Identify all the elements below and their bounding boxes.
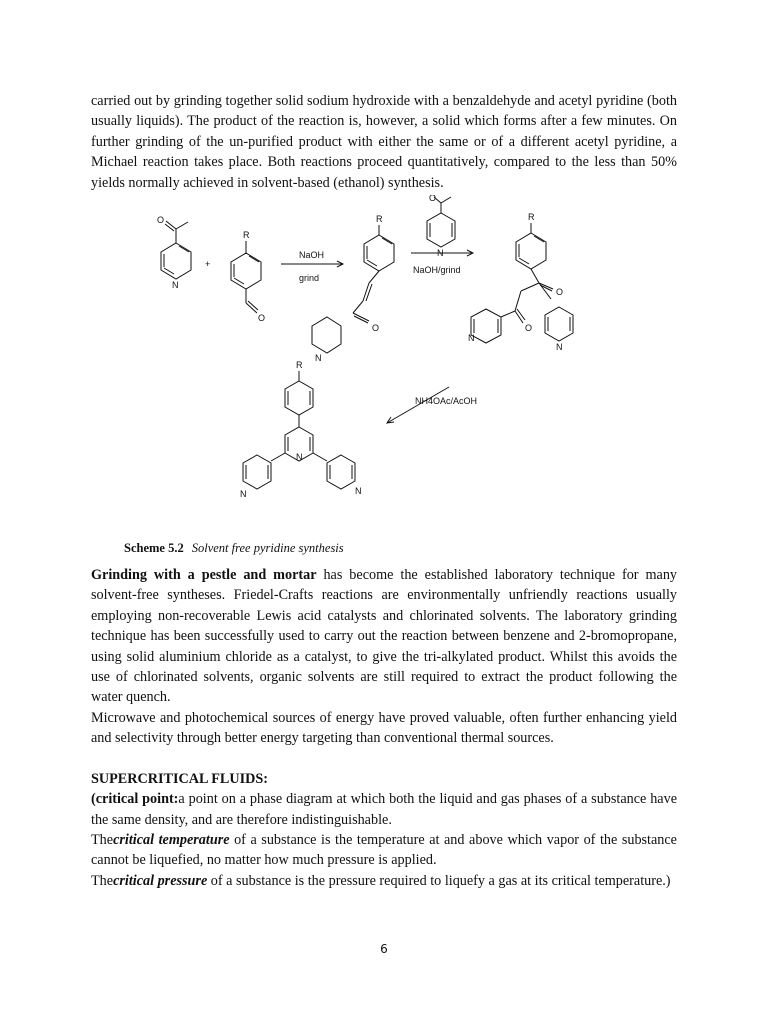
paragraph-grinding bbox=[91, 565, 677, 708]
atom-label-r: R bbox=[528, 212, 535, 223]
paragraph-critical-pressure bbox=[91, 871, 677, 891]
section-heading: SUPERCRITICAL FLUIDS: bbox=[91, 770, 268, 787]
atom-label-oxygen: O bbox=[372, 323, 380, 334]
atom-label-r: R bbox=[296, 360, 303, 371]
atom-label-nitrogen: N bbox=[355, 486, 362, 497]
pyridine-ring bbox=[471, 309, 501, 343]
pyridine-ring bbox=[327, 455, 355, 489]
atom-label-oxygen: O bbox=[157, 215, 165, 226]
atom-label-nitrogen: N bbox=[240, 489, 247, 500]
paragraph-intro: carried out by grinding together solid sodium hydroxide with a benzaldehyde and acetyl pyridine (both usually liquids). The product of the reaction is, however, a solid which forms after a few minutes. On further grinding of the un-purified product with either the same or of a different acetyl pyridine, a Michael reaction takes place. Both reactions proceed quantitatively, compared to the less than 50% yields normally achieved in solvent-based (ethanol) synthesis. bbox=[91, 93, 677, 191]
critical-pressure-pre: The bbox=[91, 872, 114, 889]
page-number: 6 bbox=[380, 942, 388, 956]
paragraph-critical-point bbox=[91, 789, 677, 830]
reagent-label: NaOH bbox=[299, 250, 325, 261]
atom-label-oxygen: O bbox=[525, 323, 533, 334]
reagent-label: NaOH/grind bbox=[413, 265, 461, 276]
page-content bbox=[91, 91, 677, 891]
benzene-ring bbox=[516, 233, 546, 269]
scheme-caption bbox=[124, 541, 344, 556]
atom-label-nitrogen: N bbox=[437, 248, 444, 259]
pyridine-ring bbox=[161, 243, 191, 279]
pyridine-ring bbox=[312, 317, 341, 353]
reaction-scheme-diagram bbox=[91, 195, 677, 540]
reagent-label: NH4OAc/AcOH bbox=[415, 396, 478, 407]
plus-sign: + bbox=[205, 259, 211, 270]
critical-temperature-pre: The bbox=[91, 831, 114, 848]
atom-label-oxygen: O bbox=[429, 195, 437, 204]
reagent-label: grind bbox=[299, 273, 320, 284]
scheme-figure bbox=[91, 195, 677, 565]
pyridine-ring bbox=[545, 307, 573, 341]
atom-label-oxygen: O bbox=[258, 313, 266, 324]
atom-label-nitrogen: N bbox=[296, 452, 303, 463]
atom-label-nitrogen: N bbox=[556, 342, 563, 353]
atom-label-nitrogen: N bbox=[315, 353, 322, 364]
atom-label-r: R bbox=[243, 230, 250, 241]
pyridine-ring bbox=[427, 213, 455, 247]
critical-pressure-text: of a substance is the pressure required to liquefy a gas at its critical temperature.) bbox=[207, 872, 671, 889]
paragraph-critical-temperature bbox=[91, 830, 677, 871]
atom-label-oxygen: O bbox=[556, 287, 564, 298]
caption-label: Scheme 5.2 bbox=[124, 541, 184, 556]
caption-text: Solvent free pyridine synthesis bbox=[191, 541, 344, 556]
critical-temperature-term: critical temperature bbox=[113, 831, 230, 848]
critical-point-text: a point on a phase diagram at which both the liquid and gas phases of a substance have the same density, and are therefore indistinguishable. bbox=[91, 791, 677, 828]
benzene-ring bbox=[364, 235, 394, 271]
critical-pressure-term: critical pressure bbox=[113, 872, 208, 889]
grinding-text: has become the established laboratory technique for many solvent-free syntheses. Friedel-Crafts reactions are environmentally unfriendly reactions usually employing non-recoverable Lewis acid catalysts and chlorinated solvents. The laboratory grinding technique has been successfully used to carry out the reaction between benzene and 2-bromopropane, using solid aluminium chloride as a catalyst, to give the tri-alkylated product. Whilst this avoids the use of chlorinated solvents, organic solvents are still required to extract the product following the water quench. bbox=[91, 567, 678, 706]
atom-label-r: R bbox=[376, 214, 383, 225]
critical-temperature-text: of a substance is the temperature at and above which vapor of the substance cannot be liquefied, no matter how much pressure is applied. bbox=[91, 831, 677, 869]
paragraph-microwave: Microwave and photochemical sources of energy have proved valuable, often further enhancing yield and selectivity through better energy targeting than conventional thermal sources. bbox=[91, 709, 677, 747]
benzene-ring bbox=[231, 253, 261, 289]
atom-label-nitrogen: N bbox=[468, 333, 475, 344]
pyridine-ring bbox=[243, 455, 271, 489]
grinding-bold: Grinding with a pestle and mortar bbox=[91, 567, 317, 584]
critical-point-bold: (critical point: bbox=[91, 791, 179, 808]
benzene-ring bbox=[285, 381, 313, 415]
atom-label-nitrogen: N bbox=[172, 280, 179, 291]
